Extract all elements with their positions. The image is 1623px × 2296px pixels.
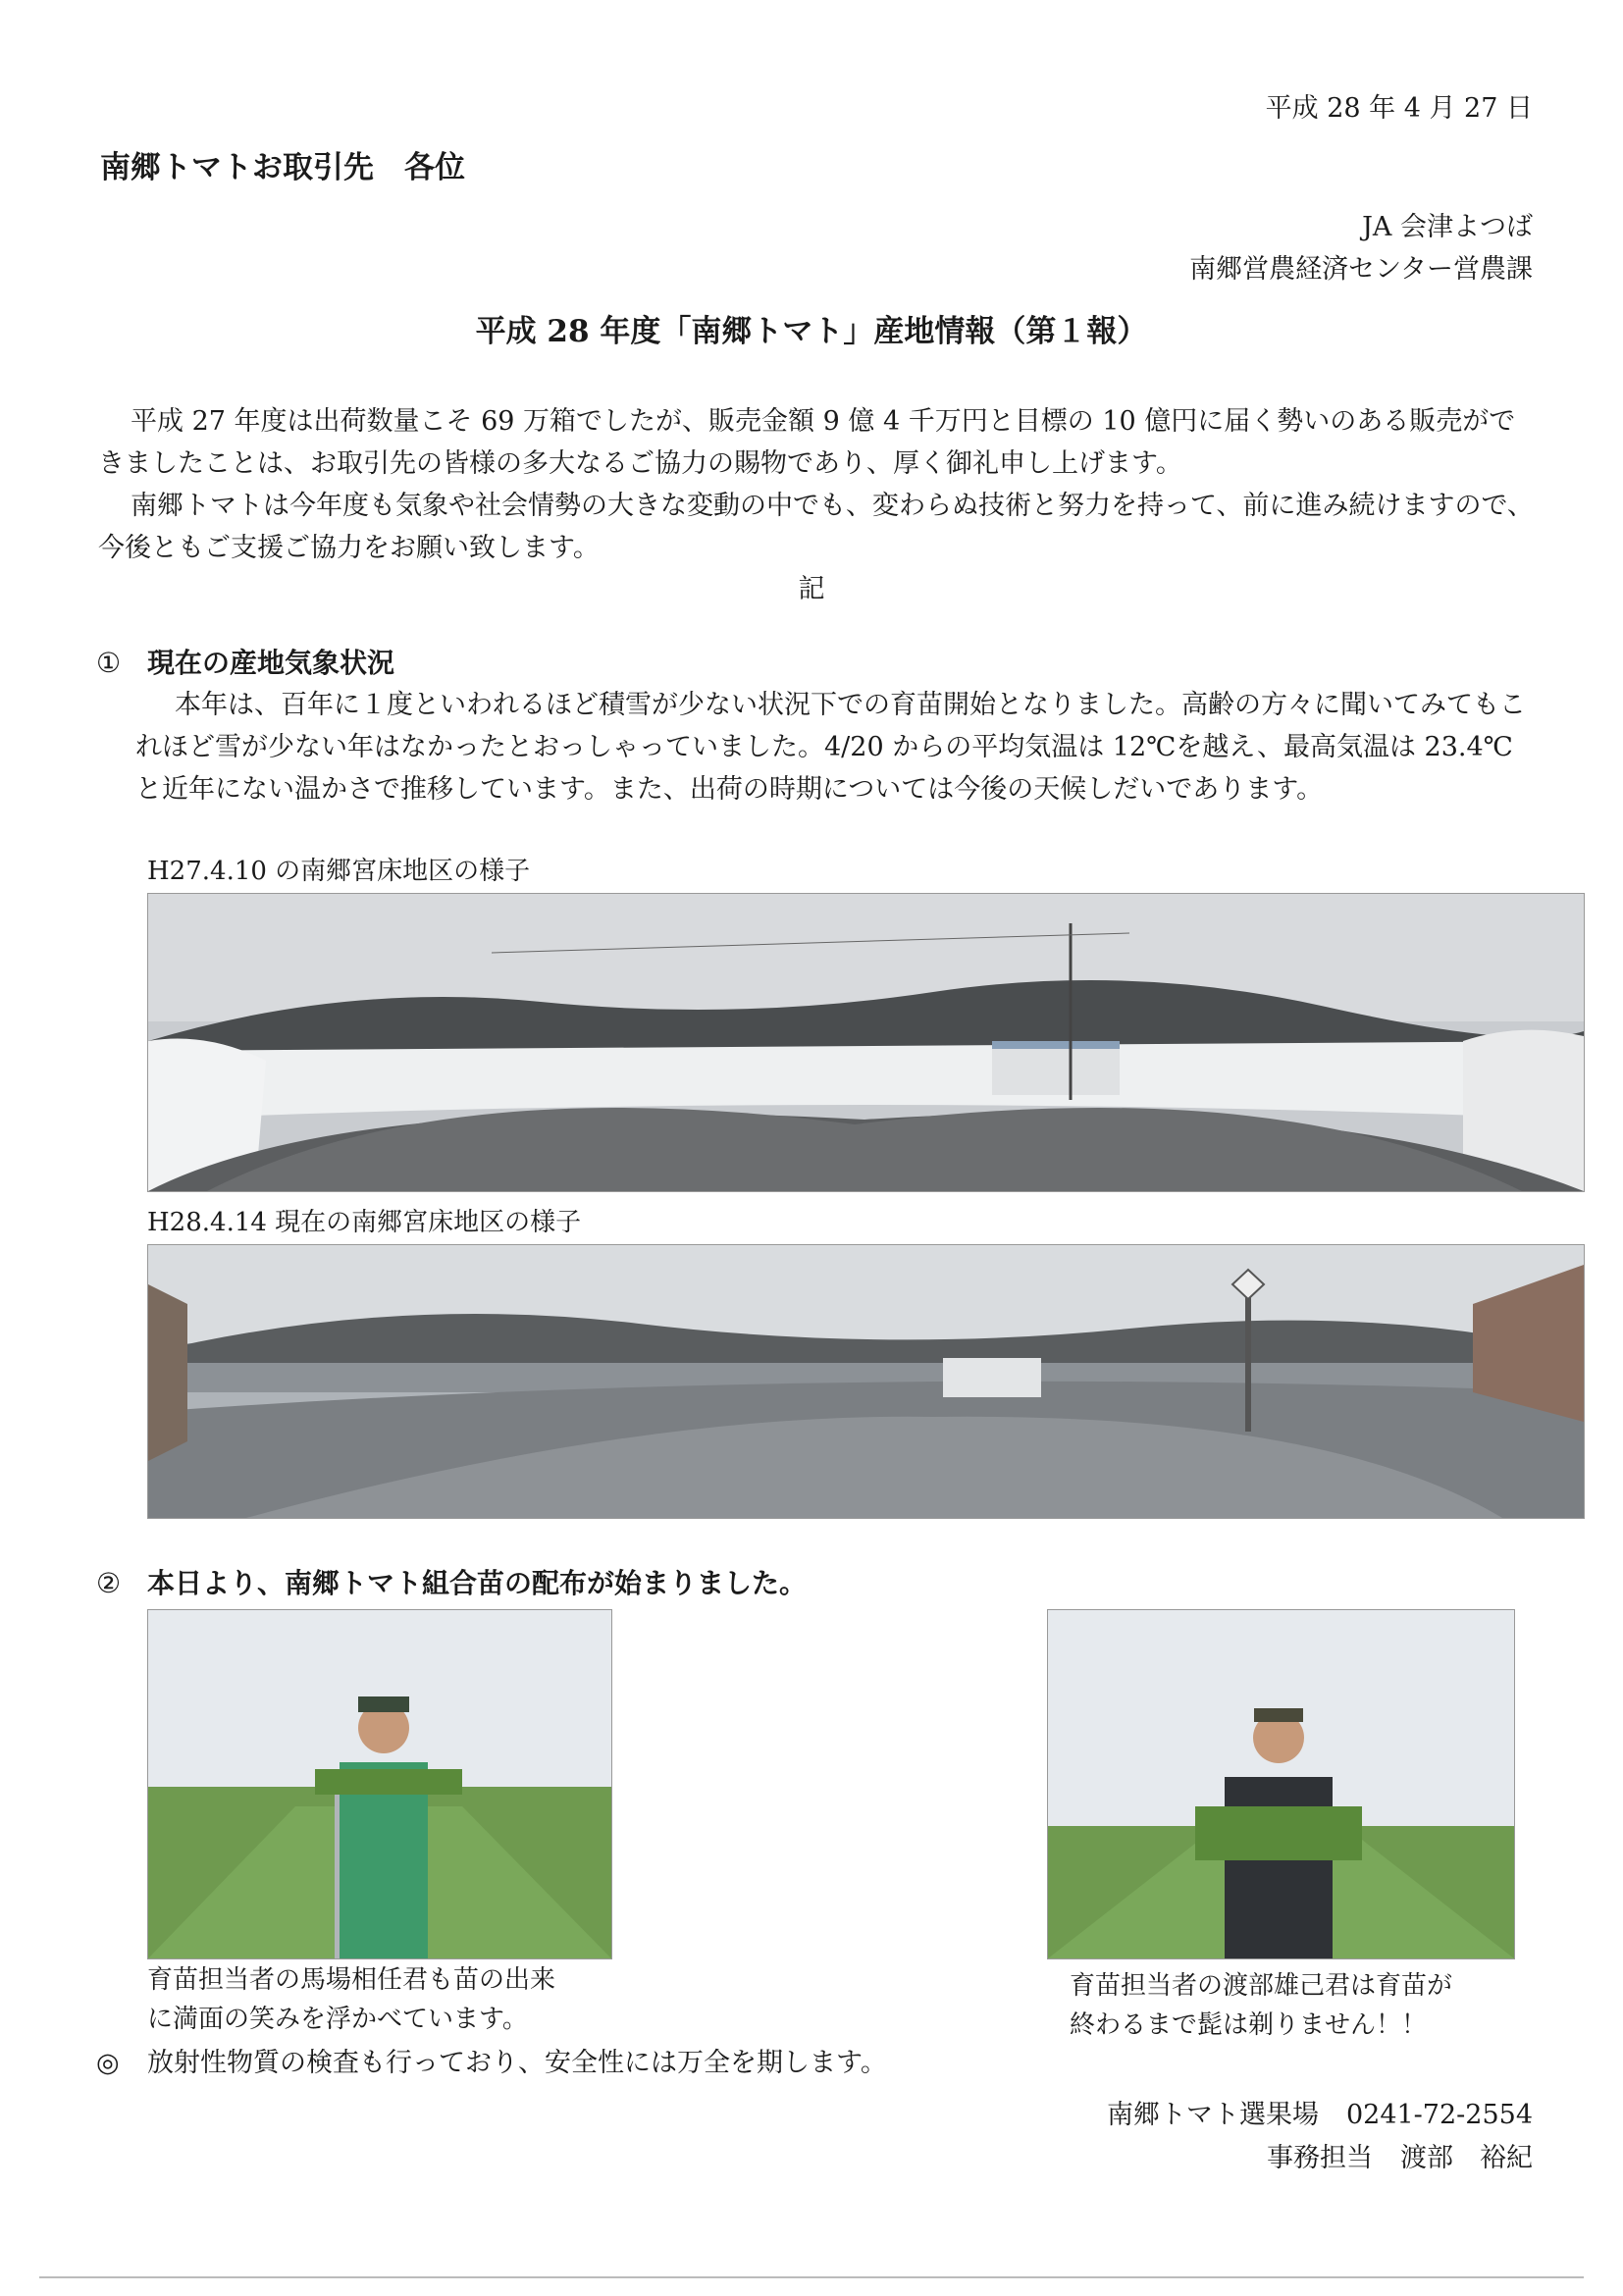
contact-footer xyxy=(1079,2094,1533,2180)
contact-role: 事務担当 xyxy=(1267,2143,1373,2173)
contact-phone: 0241-72-2554 xyxy=(1345,2100,1533,2130)
contact-place: 南郷トマト選果場 xyxy=(1106,2100,1319,2130)
addressee: 南郷トマトお取引先 各位 xyxy=(100,150,465,185)
photo-2-caption: H28.4.14 現在の南郷宮床地区の様子 xyxy=(147,1208,582,1237)
page-bottom-edge xyxy=(39,2276,1584,2278)
section-2-heading xyxy=(96,1562,807,1601)
right-photo-caption-line-1: 育苗担当者の渡部雄己君は育苗が xyxy=(1070,1971,1453,2001)
section-1-mark: ① xyxy=(96,647,122,679)
greenhouse-staff-photo-right xyxy=(1047,1609,1515,1959)
section-1-body: 本年は、百年に１度といわれるほど積雪が少ない状況下での育苗開始となりました。高齢の方々に聞いてみてもこれほど雪が少ない年はなかったとおっしゃっていました。4/20 からの平均気温は 12℃を越え、最高気温は 23.4℃と近年にない温かさで推移しています。また、出荷の時期については今後の天候しだいであります。 xyxy=(135,690,1526,805)
radiation-note xyxy=(96,2041,887,2079)
intro-paragraph-2: 南郷トマトは今年度も気象や社会情勢の大きな変動の中でも、変わらぬ技術と努力を持って、前に進み続けますので、今後ともご支援ご協力をお願い致します。 xyxy=(98,491,1534,563)
section-2-mark: ② xyxy=(96,1567,122,1599)
left-photo-caption xyxy=(147,1960,555,2039)
greenhouse-staff-photo-left xyxy=(147,1609,612,1959)
section-1-title: 現在の産地気象状況 xyxy=(147,647,395,679)
contact-line-1 xyxy=(1079,2094,1533,2137)
photo-1-caption: H27.4.10 の南郷宮床地区の様子 xyxy=(147,857,531,886)
spring-field-panorama-photo xyxy=(147,1244,1585,1519)
intro-paragraph-1: 平成 27 年度は出荷数量こそ 69 万箱でしたが、販売金額 9 億 4 千万円と目標の 10 億円に届く勢いのある販売ができましたことは、お取引先の皆様の多大なるご協力の賜物であり、厚く御礼申し上げます。 xyxy=(98,406,1516,479)
document-date: 平成 28 年 4 月 27 日 xyxy=(1265,93,1533,124)
snow-field-panorama-photo xyxy=(147,893,1585,1192)
sender-organization xyxy=(1189,206,1533,290)
note-mark: ◎ xyxy=(96,2048,120,2078)
left-photo-caption-line-2: に満面の笑みを浮かべています。 xyxy=(147,2005,528,2034)
section-1-heading xyxy=(96,642,394,681)
sender-line-1: JA 会津よつば xyxy=(1362,212,1533,242)
contact-line-2 xyxy=(1079,2137,1533,2180)
sender-line-2: 南郷営農経済センター営農課 xyxy=(1189,254,1533,285)
section-2-title: 本日より、南郷トマト組合苗の配布が始まりました。 xyxy=(147,1567,808,1599)
document-title: 平成 28 年度「南郷トマト」産地情報（第１報） xyxy=(475,314,1148,349)
ki-marker: 記 xyxy=(798,574,825,604)
left-photo-caption-line-1: 育苗担当者の馬場相任君も苗の出来 xyxy=(147,1965,556,1995)
right-photo-caption xyxy=(1070,1966,1452,2045)
note-text: 放射性物質の検査も行っており、安全性には万全を期します。 xyxy=(147,2048,887,2078)
right-photo-caption-line-2: 終わるまで髭は剃りません！！ xyxy=(1070,2010,1428,2040)
contact-name: 渡部 裕紀 xyxy=(1400,2143,1533,2173)
